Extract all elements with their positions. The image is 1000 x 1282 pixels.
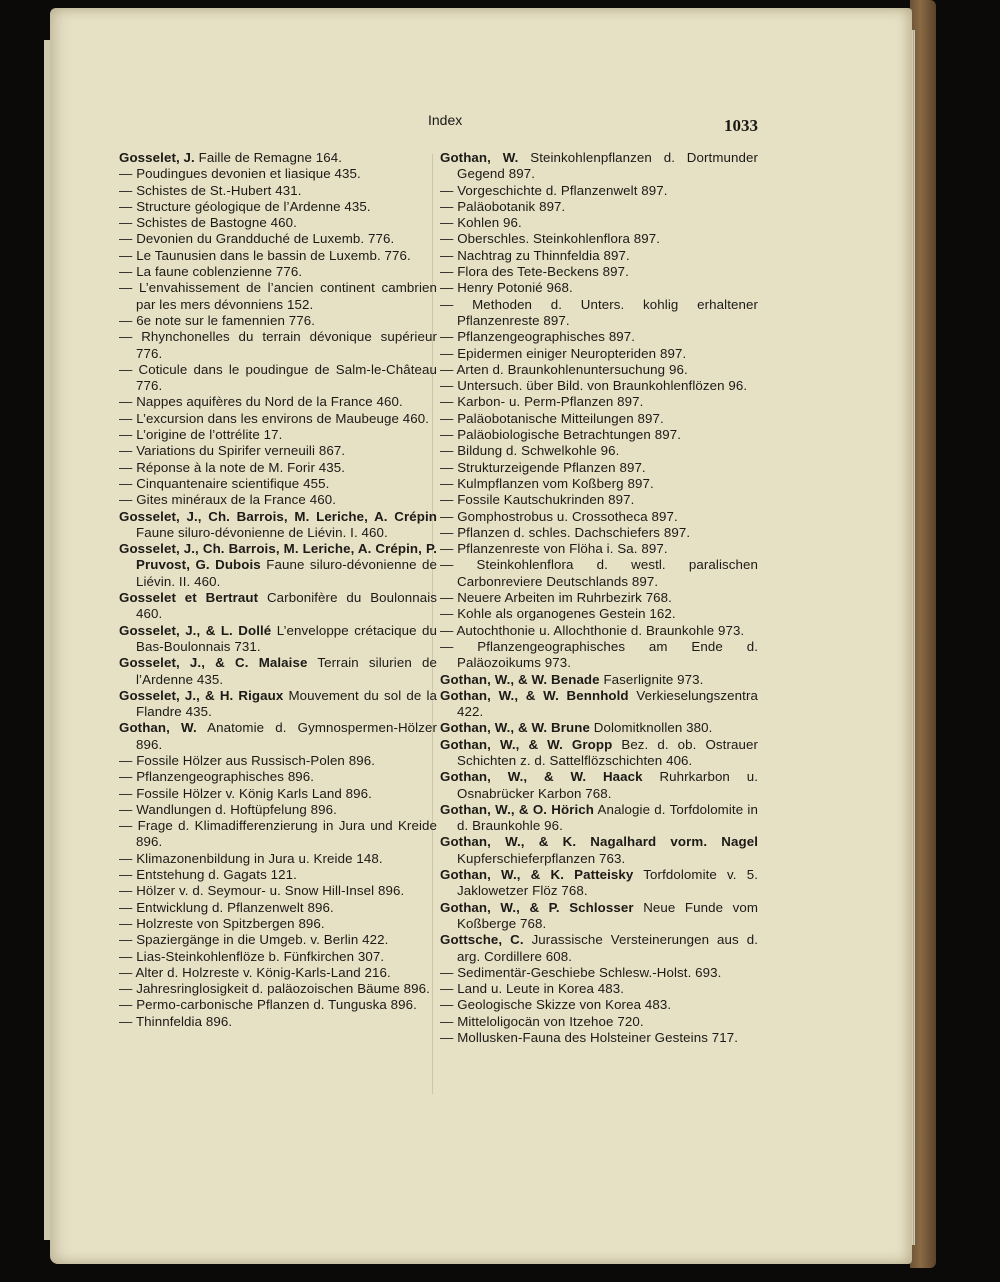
entry-author: Gothan, W. — [440, 150, 519, 165]
entry-author: Gothan, W., & K. Nagalhard vorm. Nagel — [440, 834, 758, 850]
index-entry — [440, 541, 758, 557]
index-entry — [440, 737, 758, 770]
entry-text: — Kohle als organogenes Gestein 162. — [440, 606, 676, 622]
entry-text: Kupferschieferpflanzen 763. — [457, 850, 626, 866]
entry-text: — Kulmpflanzen vom Koßberg 897. — [440, 475, 654, 491]
index-entry — [119, 460, 437, 476]
binding-thread — [44, 40, 50, 1240]
entry-text: L’enveloppe crétacique du Bas-Boulonnais 731. — [136, 622, 437, 654]
index-entry — [119, 851, 437, 867]
entry-text: — Frage d. Klimadifferenzierung in Jura und Kreide 896. — [119, 818, 437, 850]
index-entry — [440, 1030, 758, 1046]
entry-text: Mouvement du sol de la Flandre 435. — [136, 687, 437, 720]
index-entry — [119, 166, 437, 182]
entry-text: — Devonien du Grandduché de Luxemb. 776. — [119, 231, 395, 247]
entry-text: — Thinnfeldia 896. — [119, 1013, 233, 1029]
index-entry — [440, 639, 758, 672]
index-entry — [119, 997, 437, 1013]
entry-text: — Epidermen einiger Neuropteriden 897. — [440, 345, 687, 361]
index-entry — [440, 443, 758, 459]
entry-text: Analogie d. Torfdolomite in d. Braunkohle 96. — [457, 801, 758, 834]
running-header: Index — [428, 112, 463, 128]
entry-author: Gothan, W., & P. Schlosser — [440, 899, 634, 915]
index-entry — [440, 525, 758, 541]
entry-text: — Mollusken-Fauna des Holsteiner Gesteins 717. — [440, 1030, 739, 1046]
index-entry — [119, 981, 437, 997]
index-entry — [119, 264, 437, 280]
entry-text: — L’envahissement de l’ancien continent cambrien par les mers dévonniens 152. — [119, 280, 437, 312]
entry-author: Gothan, W., & W. Brune — [440, 720, 590, 736]
entry-text: — Spaziergänge in die Umgeb. v. Berlin 422. — [119, 932, 389, 948]
entry-author: Gosselet, J. — [119, 150, 195, 165]
entry-text: — Cinquantenaire scientifique 455. — [119, 475, 330, 491]
entry-author: Gothan, W., & K. Patteisky — [440, 867, 634, 883]
entry-text: — Le Taunusien dans le bassin de Luxemb. 776. — [119, 247, 411, 263]
index-entry — [440, 932, 758, 965]
index-entry — [440, 867, 758, 900]
index-entry — [440, 476, 758, 492]
index-entry — [119, 1014, 437, 1030]
entry-text: — Rhynchonelles du terrain dévonique supérieur 776. — [119, 329, 437, 361]
index-entry — [440, 769, 758, 802]
index-entry — [440, 215, 758, 231]
index-entry — [440, 199, 758, 215]
entry-text: Carbonifère du Boulonnais 460. — [136, 590, 437, 622]
index-entry — [440, 900, 758, 933]
entry-text: — Bildung d. Schwelkohle 96. — [440, 443, 620, 459]
index-entry — [119, 867, 437, 883]
entry-author: Gosselet, J., & C. Malaise — [119, 655, 308, 671]
index-entry — [119, 492, 437, 508]
index-column-left — [119, 150, 437, 1030]
entry-text: — Coticule dans le poudingue de Salm-le-Château 776. — [119, 361, 437, 394]
index-entry — [119, 280, 437, 313]
index-entry — [119, 313, 437, 329]
index-entry — [440, 672, 758, 688]
entry-text: — Geologische Skizze von Korea 483. — [440, 997, 672, 1013]
index-entry — [119, 818, 437, 851]
index-entry — [119, 509, 437, 542]
entry-text: Bez. d. ob. Ostrauer Schichten z. d. Sattelflözschichten 406. — [457, 736, 759, 768]
entry-author: Gothan, W., & W. Benade — [440, 671, 600, 687]
index-entry — [440, 720, 758, 736]
entry-text: Jurassische Versteinerungen aus d. arg. Cordillere 608. — [457, 932, 758, 964]
entry-text: — Henry Potonié 968. — [440, 280, 573, 296]
entry-text: — Schistes de St.-Hubert 431. — [119, 182, 302, 198]
index-entry — [440, 346, 758, 362]
index-entry — [119, 183, 437, 199]
index-entry — [440, 150, 758, 183]
entry-text: — Paläobiologische Betrachtungen 897. — [440, 427, 681, 443]
entry-text: Verkieselungszentra 422. — [457, 687, 758, 720]
index-entry — [119, 916, 437, 932]
index-entry — [119, 786, 437, 802]
index-entry — [119, 362, 437, 395]
entry-author: Gothan, W., & W. Bennhold — [440, 687, 629, 703]
entry-text: — Structure géologique de l’Ardenne 435. — [119, 198, 371, 214]
index-entry — [119, 932, 437, 948]
entry-text: — Nappes aquifères du Nord de la France 460. — [119, 394, 403, 410]
entry-author: Gosselet, J., Ch. Barrois, M. Leriche, A. Crépin — [119, 508, 437, 524]
entry-text: — Pflanzengeographisches 897. — [440, 329, 636, 345]
entry-text: — Wandlungen d. Hoftüpfelung 896. — [119, 801, 337, 817]
entry-text: Terrain silurien de l’Ardenne 435. — [136, 655, 437, 687]
entry-text: Steinkohlenpflanzen d. Dortmunder Gegend 897. — [457, 150, 759, 182]
entry-text: — Schistes de Bastogne 460. — [119, 215, 297, 231]
entry-text: — Oberschles. Steinkohlenflora 897. — [440, 231, 661, 247]
index-entry — [119, 590, 437, 623]
entry-text: Faserlignite 973. — [603, 671, 704, 687]
entry-text: — Strukturzeigende Pflanzen 897. — [440, 459, 646, 475]
entry-text: — Fossile Kautschukrinden 897. — [440, 492, 635, 508]
index-entry — [119, 965, 437, 981]
index-entry — [119, 949, 437, 965]
entry-text: — Arten d. Braunkohlenuntersuchung 96. — [440, 361, 688, 377]
entry-text: Dolomitknollen 380. — [593, 720, 713, 736]
entry-text: — Permo-carbonische Pflanzen d. Tunguska 896. — [119, 997, 417, 1013]
entry-text: Faille de Remagne 164. — [198, 150, 343, 165]
index-entry — [119, 427, 437, 443]
entry-author: Gothan, W. — [119, 720, 197, 736]
index-entry — [440, 965, 758, 981]
index-entry — [119, 199, 437, 215]
entry-text: — Karbon- u. Perm-Pflanzen 897. — [440, 394, 644, 410]
index-entry — [119, 248, 437, 264]
index-entry — [440, 264, 758, 280]
entry-text: — Paläobotanik 897. — [440, 198, 566, 214]
entry-author: Gothan, W., & O. Hörich — [440, 801, 595, 817]
index-entry — [119, 541, 437, 590]
index-entry — [440, 427, 758, 443]
index-entry — [440, 997, 758, 1013]
index-entry — [440, 411, 758, 427]
entry-text: — Pflanzengeographisches 896. — [119, 769, 315, 785]
index-entry — [440, 606, 758, 622]
entry-text: — Pflanzenreste von Flöha i. Sa. 897. — [440, 541, 668, 557]
index-entry — [119, 753, 437, 769]
index-column-right — [440, 150, 758, 1046]
index-entry — [440, 509, 758, 525]
index-entry — [440, 688, 758, 721]
index-entry — [119, 720, 437, 753]
entry-text: — Poudingues devonien et liasique 435. — [119, 166, 361, 182]
entry-author: Gosselet et Bertraut — [119, 590, 259, 606]
index-entry — [119, 215, 437, 231]
entry-text: — Holzreste von Spitzbergen 896. — [119, 915, 325, 931]
entry-text: — Paläobotanische Mitteilungen 897. — [440, 410, 664, 426]
entry-text: — Untersuch. über Bild. von Braunkohlenflözen 96. — [440, 378, 748, 394]
index-entry — [119, 231, 437, 247]
entry-text: — La faune coblenzienne 776. — [119, 264, 303, 280]
index-entry — [440, 248, 758, 264]
entry-text: — Variations du Spirifer verneuili 867. — [119, 443, 346, 459]
entry-text: — Nachtrag zu Thinnfeldia 897. — [440, 247, 630, 263]
entry-text: — L’origine de l’ottrélite 17. — [119, 427, 283, 443]
entry-text: — Fossile Hölzer aus Russisch-Polen 896. — [119, 752, 376, 768]
index-entry — [440, 460, 758, 476]
index-entry — [440, 378, 758, 394]
index-entry — [440, 394, 758, 410]
entry-text: — Fossile Hölzer v. König Karls Land 896. — [119, 785, 372, 801]
entry-text: — Vorgeschichte d. Pflanzenwelt 897. — [440, 182, 668, 198]
entry-text: — Pflanzen d. schles. Dachschiefers 897. — [440, 524, 691, 540]
entry-text: — Jahresringlosigkeit d. paläozoischen Bäume 896. — [119, 981, 430, 997]
entry-text: Anatomie d. Gymnospermen-Hölzer 896. — [136, 720, 437, 752]
entry-text: — Steinkohlenflora d. westl. paralischen Carbonreviere Deutschlands 897. — [440, 557, 758, 589]
index-entry — [119, 688, 437, 721]
entry-text: — L’excursion dans les environs de Maubeuge 460. — [119, 410, 430, 426]
page-number: 1033 — [724, 116, 758, 135]
entry-text: — Pflanzengeographisches am Ende d. Paläozoikums 973. — [440, 638, 758, 671]
index-entry — [119, 883, 437, 899]
entry-text: — Hölzer v. d. Seymour- u. Snow Hill-Insel 896. — [119, 883, 405, 899]
index-entry — [119, 150, 437, 166]
entry-text: — 6e note sur le famennien 776. — [119, 312, 316, 328]
index-entry — [119, 900, 437, 916]
index-entry — [440, 297, 758, 330]
index-entry — [440, 981, 758, 997]
index-entry — [440, 492, 758, 508]
entry-text: — Autochthonie u. Allochthonie d. Braunkohle 973. — [440, 622, 745, 638]
entry-text: — Mitteloligocän von Itzehoe 720. — [440, 1013, 644, 1029]
entry-text: — Klimazonenbildung in Jura u. Kreide 148. — [119, 850, 383, 866]
index-entry — [440, 329, 758, 345]
entry-text: Faune siluro-dévonienne de Liévin. I. 460. — [136, 524, 388, 540]
index-entry — [119, 769, 437, 785]
index-entry — [119, 623, 437, 656]
entry-text: — Entwicklung d. Pflanzenwelt 896. — [119, 899, 334, 915]
index-entry — [440, 623, 758, 639]
index-entry — [440, 362, 758, 378]
entry-author: Gothan, W., & W. Gropp — [440, 736, 613, 752]
index-entry — [440, 183, 758, 199]
entry-author: Gosselet, J., & L. Dollé — [119, 622, 272, 638]
index-entry — [119, 802, 437, 818]
index-entry — [119, 655, 437, 688]
entry-author: Gottsche, C. — [440, 932, 524, 948]
entry-author: Gothan, W., & W. Haack — [440, 769, 643, 785]
entry-text: — Lias-Steinkohlenflöze b. Fünfkirchen 307. — [119, 948, 385, 964]
index-entry — [119, 394, 437, 410]
entry-text: — Sedimentär-Geschiebe Schlesw.-Holst. 693. — [440, 964, 722, 980]
entry-text: — Gomphostrobus u. Crossotheca 897. — [440, 508, 678, 524]
entry-text: Neue Funde vom Koßberge 768. — [457, 899, 759, 931]
index-entry — [440, 834, 758, 867]
entry-text: — Réponse à la note de M. Forir 435. — [119, 459, 346, 475]
entry-text: — Alter d. Holzreste v. König-Karls-Land 216. — [119, 964, 391, 980]
index-entry — [119, 476, 437, 492]
entry-text: — Methoden d. Unters. kohlig erhaltener Pflanzenreste 897. — [440, 296, 758, 328]
index-entry — [440, 590, 758, 606]
index-entry — [440, 557, 758, 590]
entry-text: — Flora des Tete-Beckens 897. — [440, 264, 629, 280]
entry-text: — Land u. Leute in Korea 483. — [440, 981, 625, 997]
entry-author: Gosselet, J., & H. Rigaux — [119, 687, 284, 703]
index-entry — [119, 411, 437, 427]
entry-author: Gosselet, J., Ch. Barrois, M. Leriche, A. Crépin, P. Pruvost, G. Dubois — [119, 541, 437, 573]
entry-text: — Entstehung d. Gagats 121. — [119, 867, 297, 883]
index-entry — [440, 231, 758, 247]
index-entry — [440, 802, 758, 835]
entry-text: Torfdolomite v. 5. Jaklowetzer Flöz 768. — [457, 867, 759, 899]
entry-text: Faune siluro-dévonienne de Liévin. II. 460. — [136, 557, 437, 589]
entry-text: Ruhrkarbon u. Osnabrücker Karbon 768. — [457, 769, 759, 801]
entry-text: — Gites minéraux de la France 460. — [119, 492, 336, 508]
entry-text: — Kohlen 96. — [440, 215, 522, 231]
index-entry — [119, 329, 437, 362]
index-entry — [119, 443, 437, 459]
entry-text: — Neuere Arbeiten im Ruhrbezirk 768. — [440, 590, 672, 606]
index-entry — [440, 280, 758, 296]
index-entry — [440, 1014, 758, 1030]
